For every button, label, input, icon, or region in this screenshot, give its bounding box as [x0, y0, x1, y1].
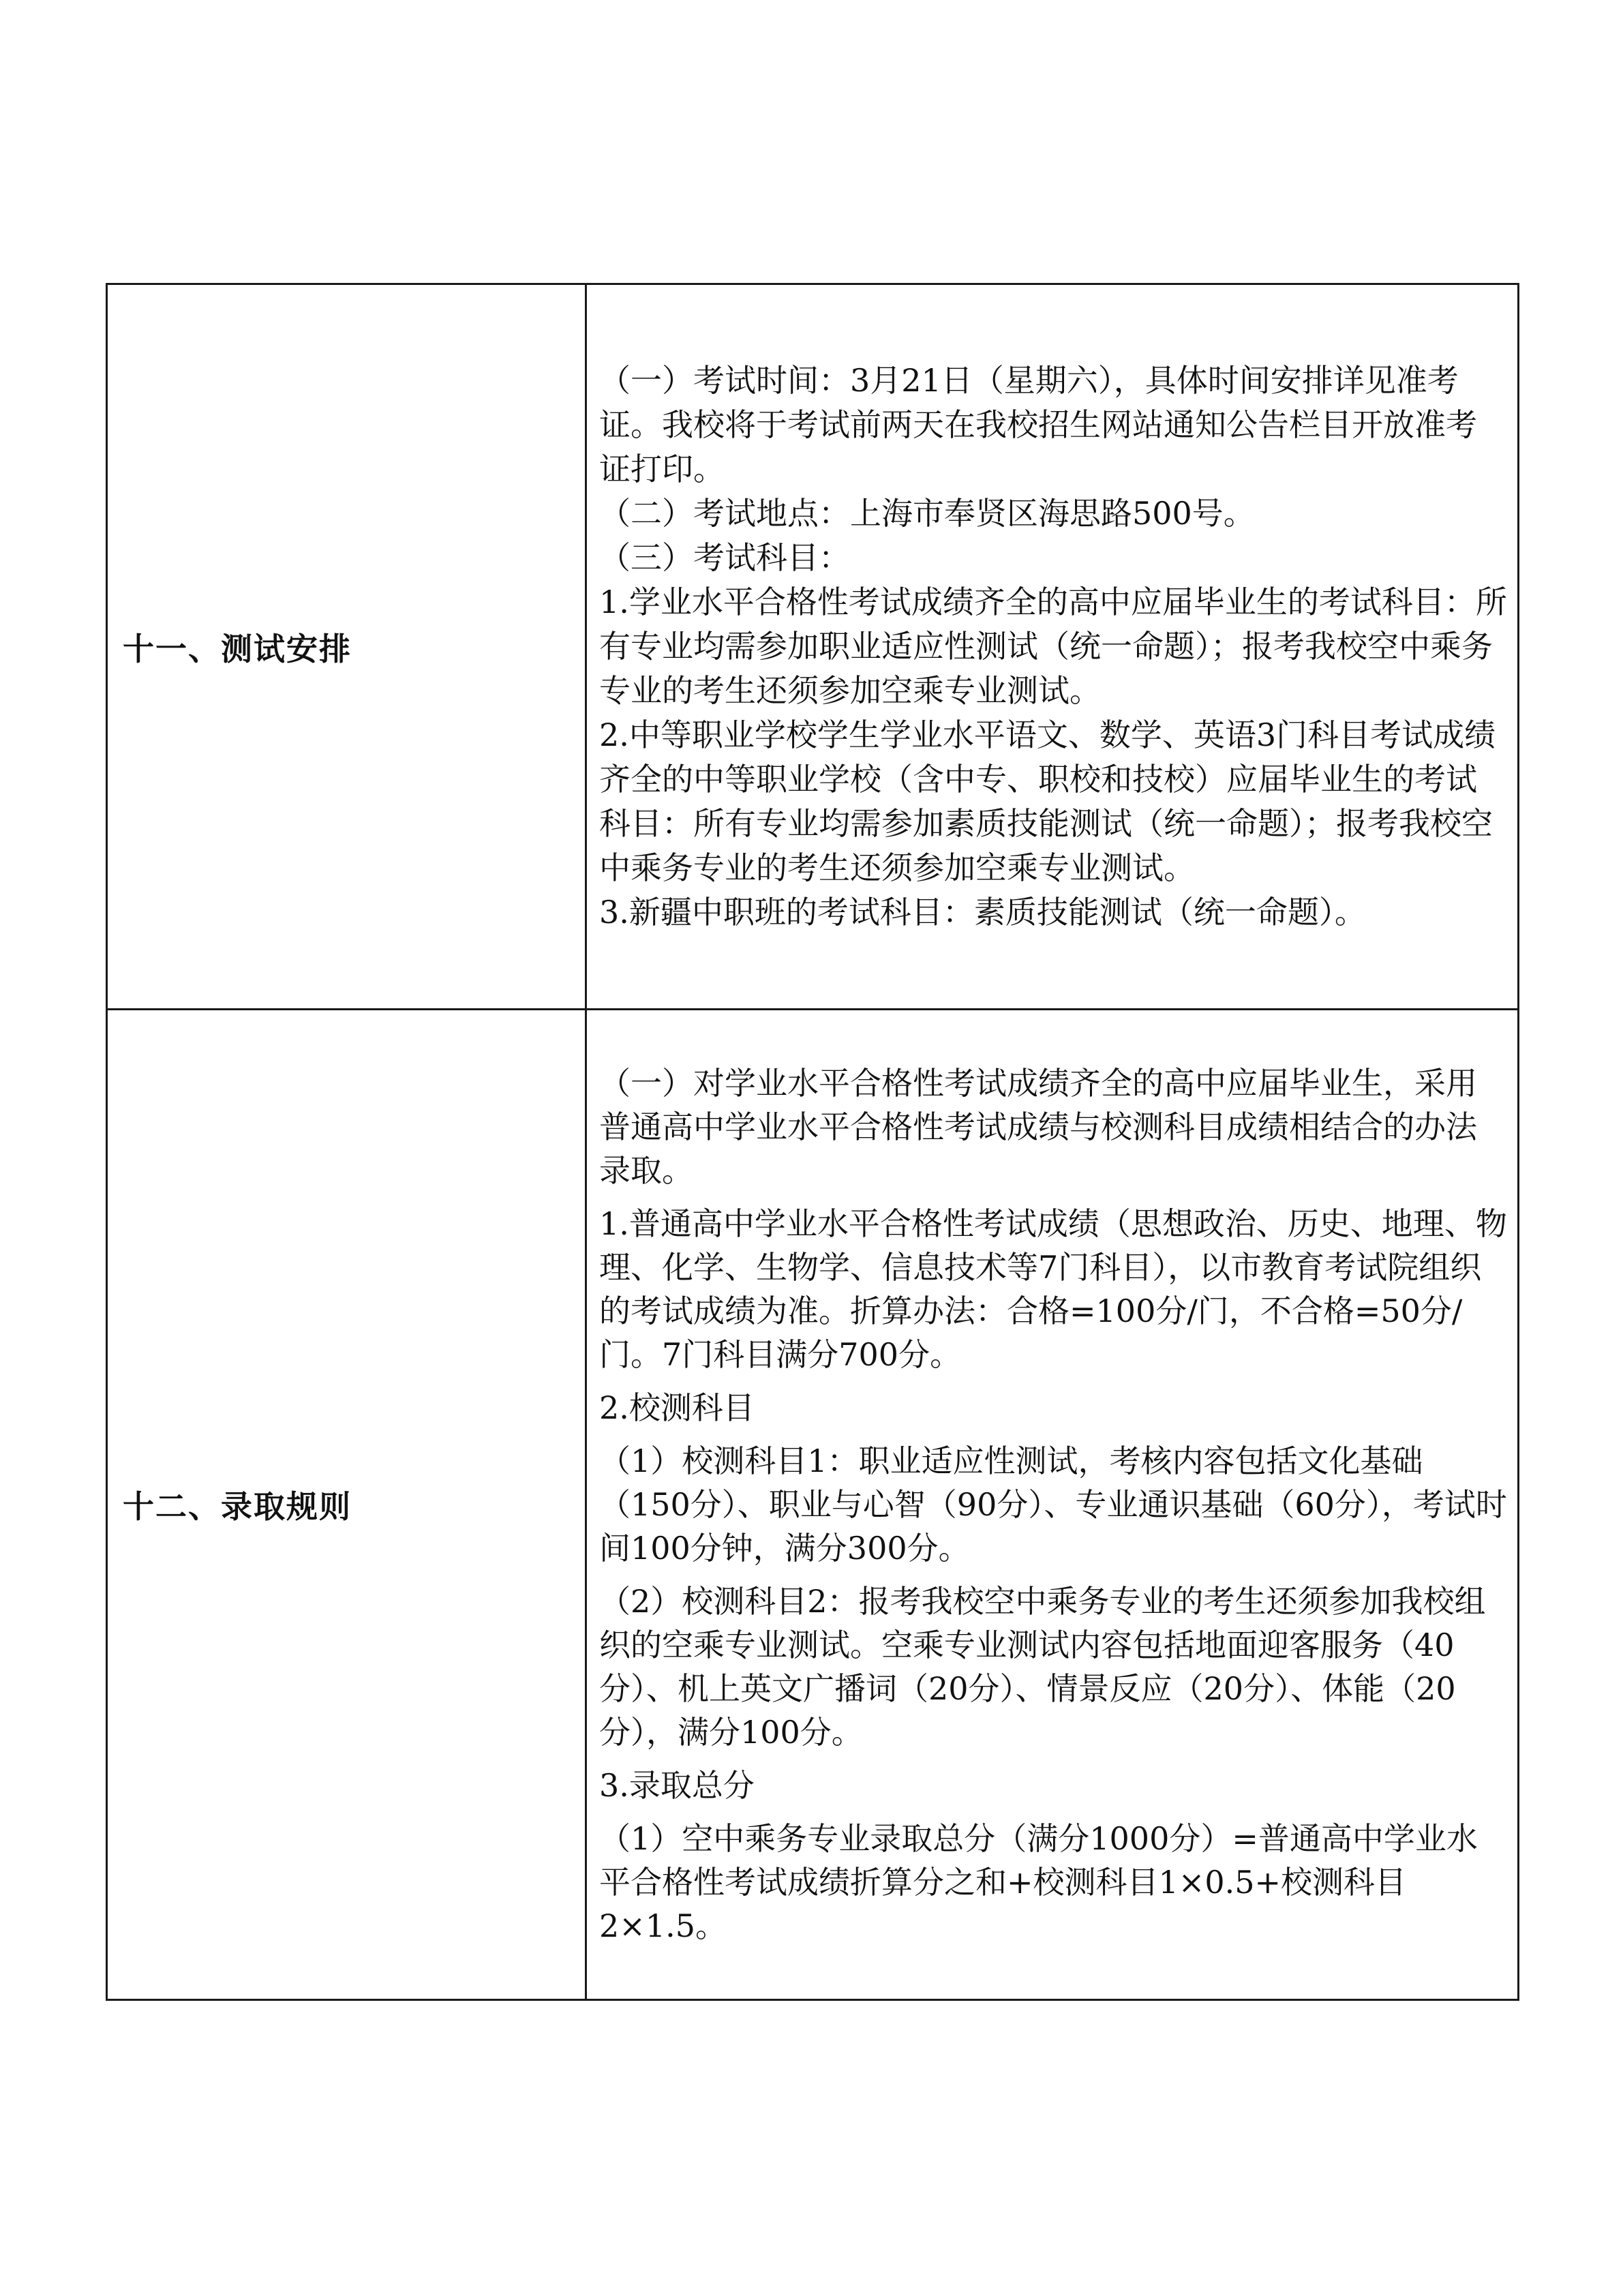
section-title-admission-rules: 十二、录取规则	[123, 1488, 352, 1525]
exam-time-paragraph: （一）考试时间：3月21日（星期六），具体时间安排详见准考证。我校将于考试前两天在我校招生网站通知公告栏目开放准考证打印。	[599, 362, 1477, 487]
total-score-formula-paragraph: （1）空中乘务专业录取总分（满分1000分）=普通高中学业水平合格性考试成绩折算分之和+校测科目1×0.5+校测科目2×1.5。	[599, 1820, 1478, 1944]
admission-info-table	[106, 283, 1519, 2001]
total-score-heading: 3.录取总分	[599, 1767, 755, 1804]
table-row-testing-arrangement	[107, 284, 1519, 1010]
school-test-2-paragraph: （2）校测科目2：报考我校空中乘务专业的考生还须参加我校组织的空乘专业测试。空乘专业测试内容包括地面迎客服务（40分）、机上英文广播词（20分）、情景反应（20分）、体能（20分），满分100分。	[599, 1583, 1486, 1751]
section-content-cell	[586, 284, 1519, 1010]
exam-subjects-item-1: 1.学业水平合格性考试成绩齐全的高中应届毕业生的考试科目：所有专业均需参加职业适应性测试（统一命题）；报考我校空中乘务专业的考生还须参加空乘专业测试。	[599, 584, 1507, 709]
exam-subjects-item-2: 2.中等职业学校学生学业水平语文、数学、英语3门科目考试成绩齐全的中等职业学校（含中专、职校和技校）应届毕业生的考试科目：所有专业均需参加素质技能测试（统一命题）；报考我校空中乘务专业的考生还须参加空乘专业测试。	[599, 716, 1496, 886]
section-title-cell	[107, 1010, 586, 2000]
exam-subjects-heading: （三）考试科目：	[599, 539, 850, 576]
testing-arrangement-content	[587, 352, 1517, 941]
exam-location-paragraph: （二）考试地点：上海市奉贤区海思路500号。	[599, 495, 1255, 532]
admission-rules-content	[587, 1055, 1517, 1954]
section-content-cell	[586, 1010, 1519, 2000]
school-test-1-paragraph: （1）校测科目1：职业适应性测试，考核内容包括文化基础（150分）、职业与心智（90分）、专业通识基础（60分），考试时间100分钟，满分300分。	[599, 1442, 1507, 1567]
section-title-cell	[107, 284, 586, 1010]
table-row-admission-rules	[107, 1010, 1519, 2000]
admission-method-paragraph: （一）对学业水平合格性考试成绩齐全的高中应届毕业生，采用普通高中学业水平合格性考试成绩与校测科目成绩相结合的办法录取。	[599, 1065, 1477, 1189]
academic-score-paragraph: 1.普通高中学业水平合格性考试成绩（思想政治、历史、地理、物理、化学、生物学、信息技术等7门科目），以市教育考试院组织的考试成绩为准。折算办法：合格=100分/门，不合格=50分/门。7门科目满分700分。	[599, 1205, 1507, 1373]
school-test-heading: 2.校测科目	[599, 1389, 755, 1426]
exam-subjects-item-3: 3.新疆中职班的考试科目：素质技能测试（统一命题）。	[599, 894, 1366, 931]
section-title-testing-arrangement: 十一、测试安排	[123, 630, 352, 667]
